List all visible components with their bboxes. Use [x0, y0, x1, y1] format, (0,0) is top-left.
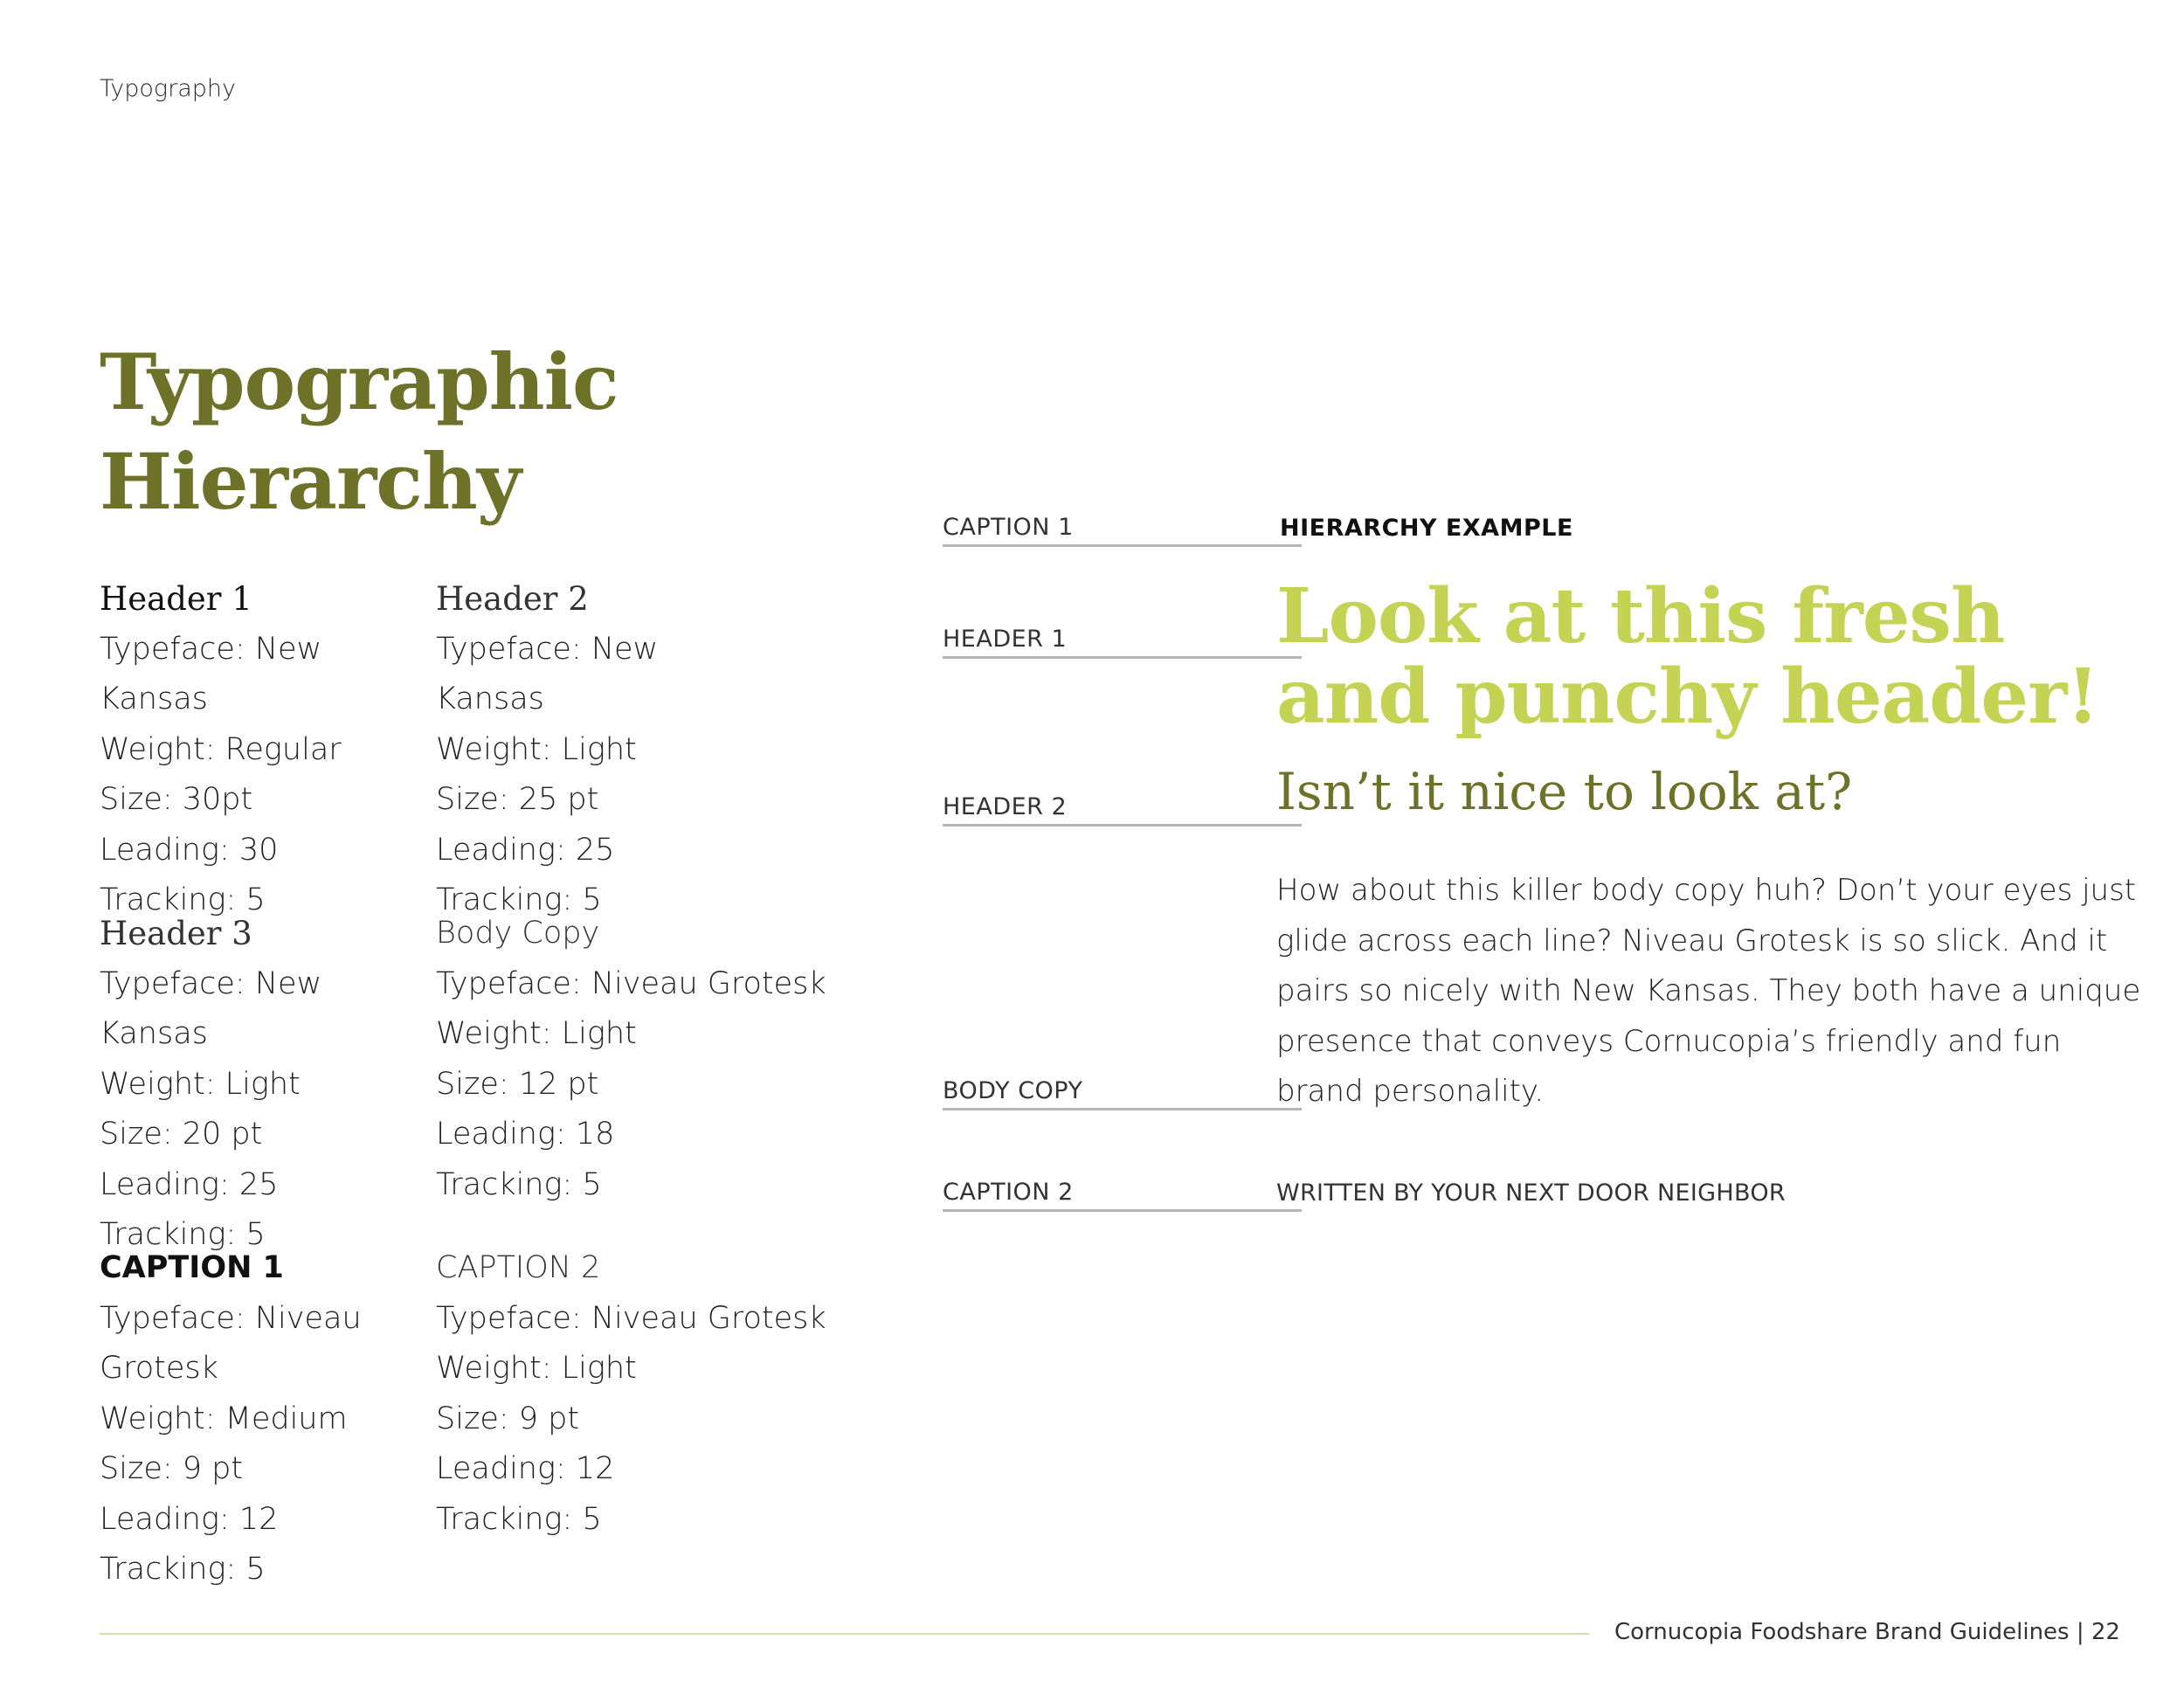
- example-header-1: [1276, 572, 2150, 741]
- spec-line: Tracking: 5: [100, 1552, 266, 1587]
- spec-header-3: [100, 909, 436, 1261]
- example-caption-2: WRITTEN BY YOUR NEXT DOOR NEIGHBOR: [1276, 1180, 1786, 1207]
- spec-line: Leading: 30: [100, 832, 279, 868]
- example-header-1-line: and punchy header!: [1276, 653, 2099, 741]
- spec-line: Tracking: 5: [436, 1166, 602, 1202]
- spec-line: Size: 9 pt: [436, 1401, 580, 1436]
- spec-line: Weight: Light: [436, 1351, 637, 1386]
- spec-line: Typeface: New Kansas: [436, 631, 659, 716]
- example-body-copy: [1276, 866, 2141, 1117]
- page-title: [100, 332, 619, 531]
- spec-line: Size: 20 pt: [100, 1117, 263, 1152]
- spec-heading: Body Copy: [436, 916, 600, 951]
- spec-header-1: [100, 574, 436, 926]
- section-label: Typography: [100, 75, 237, 102]
- spec-caption-1: [100, 1243, 436, 1595]
- example-body-line: brand personality.: [1276, 1074, 1545, 1109]
- spec-heading: Header 1: [100, 580, 252, 618]
- spec-line: Leading: 12: [100, 1501, 279, 1537]
- spec-line: Tracking: 5: [436, 1501, 602, 1537]
- example-body-line: pairs so nicely with New Kansas. They both have a unique: [1276, 973, 2141, 1008]
- spec-line: Weight: Light: [436, 1016, 637, 1051]
- spec-line: Weight: Light: [100, 1066, 301, 1102]
- footer-rule: [100, 1633, 1589, 1635]
- spec-line: Typeface: Niveau Grotesk: [436, 965, 826, 1001]
- spec-line: Weight: Light: [436, 731, 637, 767]
- example-header-2: Isn’t it nice to look at?: [1276, 762, 1853, 821]
- spec-line: Leading: 18: [436, 1117, 615, 1152]
- spec-heading: CAPTION 1: [100, 1250, 284, 1285]
- spec-line: Size: 12 pt: [436, 1066, 599, 1102]
- spec-line: Weight: Regular: [100, 731, 342, 767]
- spec-line: Leading: 25: [436, 832, 615, 868]
- spec-heading: CAPTION 2: [436, 1250, 601, 1285]
- spec-caption-2: [436, 1243, 847, 1545]
- example-label-header-2: HEADER 2: [943, 793, 1302, 827]
- example-body-line: How about this killer body copy huh? Don’t your eyes just: [1276, 873, 2137, 908]
- spec-line: Tracking: 5: [100, 1217, 266, 1252]
- spec-line: Typeface: New Kansas: [100, 631, 322, 716]
- example-header-1-line: Look at this fresh: [1276, 572, 2005, 661]
- example-caption-1: HIERARCHY EXAMPLE: [1280, 515, 1573, 542]
- spec-body-copy: [436, 909, 847, 1210]
- spec-line: Typeface: Niveau: [100, 1300, 362, 1336]
- spec-heading: Header 2: [436, 580, 589, 618]
- spec-line: Tracking: 5: [436, 882, 602, 917]
- spec-heading: Header 3: [100, 915, 252, 952]
- spec-line: Tracking: 5: [100, 882, 266, 917]
- page-title-line: Typographic: [100, 336, 619, 427]
- example-body-line: presence that conveys Cornucopia’s friendly and fun: [1276, 1023, 2062, 1059]
- spec-line: Typeface: New Kansas: [100, 965, 322, 1051]
- spec-line: Grotesk: [100, 1351, 218, 1386]
- spec-line: Typeface: Niveau Grotesk: [436, 1300, 826, 1336]
- spec-line: Size: 30pt: [100, 782, 253, 817]
- example-label-body-copy: BODY COPY: [943, 1077, 1302, 1110]
- example-label-caption-1: CAPTION 1: [943, 514, 1302, 547]
- spec-line: Weight: Medium: [100, 1401, 348, 1436]
- spec-header-2: [436, 574, 772, 926]
- spec-line: Size: 25 pt: [436, 782, 599, 817]
- example-label-header-1: HEADER 1: [943, 626, 1302, 659]
- example-label-caption-2: CAPTION 2: [943, 1179, 1302, 1212]
- spec-line: Leading: 25: [100, 1166, 279, 1202]
- spec-line: Leading: 12: [436, 1451, 615, 1486]
- page-title-line: Hierarchy: [100, 436, 522, 527]
- spec-line: Size: 9 pt: [100, 1451, 244, 1486]
- footer-text: Cornucopia Foodshare Brand Guidelines | 22: [1614, 1619, 2120, 1645]
- example-body-line: glide across each line? Niveau Grotesk is so slick. And it: [1276, 923, 2108, 958]
